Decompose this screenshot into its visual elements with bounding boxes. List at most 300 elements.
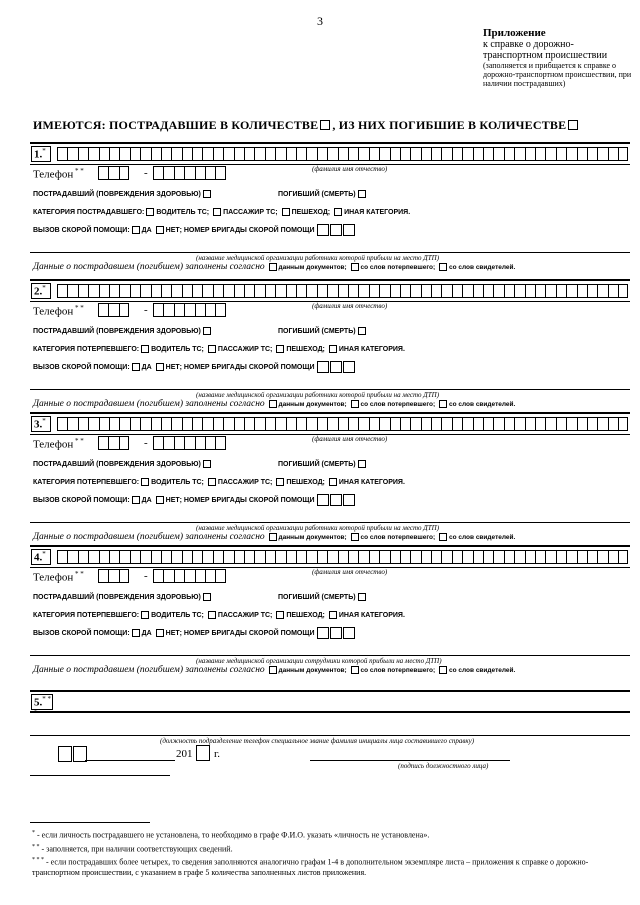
input-cell[interactable] (431, 417, 441, 431)
input-cell[interactable] (597, 147, 607, 161)
input-cell[interactable] (109, 284, 119, 298)
input-cell[interactable] (493, 284, 503, 298)
input-cell[interactable] (306, 284, 316, 298)
victim-words-checkbox[interactable] (351, 263, 359, 271)
input-cell[interactable] (577, 550, 587, 564)
input-cell[interactable] (99, 147, 109, 161)
input-cell[interactable] (205, 166, 215, 180)
died-checkbox[interactable] (358, 190, 366, 198)
input-cell[interactable] (57, 147, 67, 161)
input-cell[interactable] (556, 417, 566, 431)
brigade-cells[interactable] (317, 224, 356, 236)
input-cell[interactable] (99, 417, 109, 431)
phone-number-cells[interactable] (153, 436, 226, 450)
input-cell[interactable] (369, 550, 379, 564)
input-cell[interactable] (296, 550, 306, 564)
input-cell[interactable] (130, 147, 140, 161)
input-cell[interactable] (514, 417, 524, 431)
input-cell[interactable] (88, 550, 98, 564)
phone-number-cells[interactable] (153, 569, 226, 583)
input-cell[interactable] (338, 147, 348, 161)
input-cell[interactable] (119, 147, 129, 161)
input-cell[interactable] (119, 436, 129, 450)
input-cell[interactable] (151, 550, 161, 564)
phone-code-cells[interactable] (98, 166, 129, 180)
input-cell[interactable] (462, 550, 472, 564)
phone-code-cells[interactable] (98, 436, 129, 450)
input-cell[interactable] (535, 550, 545, 564)
input-cell[interactable] (400, 284, 410, 298)
input-cell[interactable] (556, 284, 566, 298)
victims-count-checkbox[interactable] (320, 120, 330, 130)
input-cell[interactable] (213, 417, 223, 431)
input-cell[interactable] (390, 147, 400, 161)
brigade-cells[interactable] (317, 361, 356, 373)
other-category-checkbox[interactable] (329, 478, 337, 486)
input-cell[interactable] (108, 166, 118, 180)
input-cell[interactable] (369, 417, 379, 431)
brigade-cell[interactable] (330, 361, 342, 373)
input-cell[interactable] (369, 284, 379, 298)
brigade-cell[interactable] (343, 361, 355, 373)
input-cell[interactable] (192, 284, 202, 298)
input-cell[interactable] (379, 550, 389, 564)
input-cell[interactable] (174, 303, 184, 317)
input-cell[interactable] (202, 147, 212, 161)
input-cell[interactable] (504, 417, 514, 431)
input-cell[interactable] (161, 550, 171, 564)
input-cell[interactable] (184, 303, 194, 317)
other-category-checkbox[interactable] (334, 208, 342, 216)
input-cell[interactable] (431, 284, 441, 298)
phone-code-cells[interactable] (98, 569, 129, 583)
input-cell[interactable] (174, 436, 184, 450)
input-cell[interactable] (514, 550, 524, 564)
input-cell[interactable] (483, 550, 493, 564)
year-cell[interactable] (196, 745, 210, 761)
input-cell[interactable] (223, 417, 233, 431)
input-cell[interactable] (163, 303, 173, 317)
input-cell[interactable] (57, 550, 67, 564)
input-cell[interactable] (140, 550, 150, 564)
fio-cells[interactable] (57, 147, 628, 161)
input-cell[interactable] (286, 550, 296, 564)
input-cell[interactable] (184, 569, 194, 583)
input-cell[interactable] (119, 417, 129, 431)
input-cell[interactable] (462, 417, 472, 431)
input-cell[interactable] (358, 147, 368, 161)
input-cell[interactable] (452, 147, 462, 161)
input-cell[interactable] (254, 550, 264, 564)
brigade-cell[interactable] (343, 224, 355, 236)
input-cell[interactable] (566, 147, 576, 161)
input-cell[interactable] (452, 417, 462, 431)
input-cell[interactable] (192, 417, 202, 431)
input-cell[interactable] (577, 147, 587, 161)
input-cell[interactable] (597, 550, 607, 564)
input-cell[interactable] (153, 166, 163, 180)
ambulance-no-checkbox[interactable] (156, 226, 164, 234)
input-cell[interactable] (462, 284, 472, 298)
input-cell[interactable] (78, 550, 88, 564)
input-cell[interactable] (493, 550, 503, 564)
input-cell[interactable] (78, 417, 88, 431)
input-cell[interactable] (545, 417, 555, 431)
input-cell[interactable] (275, 284, 285, 298)
input-cell[interactable] (275, 550, 285, 564)
input-cell[interactable] (130, 417, 140, 431)
input-cell[interactable] (566, 417, 576, 431)
brigade-cell[interactable] (343, 494, 355, 506)
input-cell[interactable] (244, 417, 254, 431)
input-cell[interactable] (441, 417, 451, 431)
input-cell[interactable] (78, 284, 88, 298)
input-cell[interactable] (296, 417, 306, 431)
passenger-checkbox[interactable] (213, 208, 221, 216)
input-cell[interactable] (348, 417, 358, 431)
input-cell[interactable] (566, 284, 576, 298)
input-cell[interactable] (473, 147, 483, 161)
input-cell[interactable] (119, 284, 129, 298)
witness-words-checkbox[interactable] (439, 666, 447, 674)
fio-cells[interactable] (57, 417, 628, 431)
passenger-checkbox[interactable] (208, 345, 216, 353)
docs-checkbox[interactable] (269, 400, 277, 408)
input-cell[interactable] (182, 550, 192, 564)
input-cell[interactable] (317, 550, 327, 564)
input-cell[interactable] (223, 147, 233, 161)
input-cell[interactable] (545, 284, 555, 298)
injured-checkbox[interactable] (203, 593, 211, 601)
input-cell[interactable] (88, 284, 98, 298)
input-cell[interactable] (483, 284, 493, 298)
input-cell[interactable] (452, 284, 462, 298)
brigade-cell[interactable] (330, 224, 342, 236)
ambulance-no-checkbox[interactable] (156, 629, 164, 637)
input-cell[interactable] (348, 284, 358, 298)
input-cell[interactable] (140, 417, 150, 431)
input-cell[interactable] (109, 417, 119, 431)
input-cell[interactable] (163, 436, 173, 450)
input-cell[interactable] (67, 284, 77, 298)
input-cell[interactable] (184, 436, 194, 450)
input-cell[interactable] (462, 147, 472, 161)
input-cell[interactable] (67, 147, 77, 161)
phone-number-cells[interactable] (153, 166, 226, 180)
input-cell[interactable] (296, 147, 306, 161)
input-cell[interactable] (608, 550, 618, 564)
input-cell[interactable] (99, 284, 109, 298)
input-cell[interactable] (171, 147, 181, 161)
input-cell[interactable] (213, 147, 223, 161)
brigade-cell[interactable] (317, 494, 329, 506)
input-cell[interactable] (358, 417, 368, 431)
input-cell[interactable] (483, 147, 493, 161)
input-cell[interactable] (151, 147, 161, 161)
input-cell[interactable] (525, 417, 535, 431)
input-cell[interactable] (483, 417, 493, 431)
driver-checkbox[interactable] (141, 478, 149, 486)
input-cell[interactable] (306, 550, 316, 564)
input-cell[interactable] (215, 166, 225, 180)
input-cell[interactable] (504, 147, 514, 161)
docs-checkbox[interactable] (269, 666, 277, 674)
input-cell[interactable] (286, 417, 296, 431)
input-cell[interactable] (151, 417, 161, 431)
ambulance-no-checkbox[interactable] (156, 496, 164, 504)
input-cell[interactable] (205, 303, 215, 317)
brigade-cell[interactable] (343, 627, 355, 639)
input-cell[interactable] (556, 147, 566, 161)
input-cell[interactable] (234, 550, 244, 564)
ambulance-yes-checkbox[interactable] (132, 226, 140, 234)
input-cell[interactable] (587, 147, 597, 161)
input-cell[interactable] (223, 284, 233, 298)
input-cell[interactable] (410, 284, 420, 298)
input-cell[interactable] (182, 284, 192, 298)
injured-checkbox[interactable] (203, 190, 211, 198)
input-cell[interactable] (317, 284, 327, 298)
input-cell[interactable] (161, 417, 171, 431)
pedestrian-checkbox[interactable] (276, 478, 284, 486)
input-cell[interactable] (421, 284, 431, 298)
input-cell[interactable] (130, 550, 140, 564)
input-cell[interactable] (171, 417, 181, 431)
input-cell[interactable] (244, 550, 254, 564)
input-cell[interactable] (254, 147, 264, 161)
input-cell[interactable] (338, 284, 348, 298)
input-cell[interactable] (441, 147, 451, 161)
ambulance-yes-checkbox[interactable] (132, 496, 140, 504)
input-cell[interactable] (338, 550, 348, 564)
other-category-checkbox[interactable] (329, 611, 337, 619)
input-cell[interactable] (130, 284, 140, 298)
day-cells[interactable] (58, 746, 88, 762)
input-cell[interactable] (119, 569, 129, 583)
input-cell[interactable] (119, 166, 129, 180)
ambulance-yes-checkbox[interactable] (132, 629, 140, 637)
input-cell[interactable] (618, 284, 628, 298)
witness-words-checkbox[interactable] (439, 263, 447, 271)
input-cell[interactable] (348, 147, 358, 161)
input-cell[interactable] (504, 284, 514, 298)
input-cell[interactable] (205, 569, 215, 583)
input-cell[interactable] (213, 284, 223, 298)
input-cell[interactable] (275, 147, 285, 161)
brigade-cell[interactable] (317, 224, 329, 236)
input-cell[interactable] (421, 417, 431, 431)
brigade-cells[interactable] (317, 627, 356, 639)
input-cell[interactable] (327, 417, 337, 431)
input-cell[interactable] (234, 417, 244, 431)
input-cell[interactable] (98, 436, 108, 450)
pedestrian-checkbox[interactable] (282, 208, 290, 216)
input-cell[interactable] (327, 550, 337, 564)
input-cell[interactable] (265, 147, 275, 161)
victim-words-checkbox[interactable] (351, 666, 359, 674)
input-cell[interactable] (202, 284, 212, 298)
input-cell[interactable] (421, 550, 431, 564)
input-cell[interactable] (306, 147, 316, 161)
input-cell[interactable] (98, 303, 108, 317)
input-cell[interactable] (108, 303, 118, 317)
input-cell[interactable] (182, 147, 192, 161)
died-checkbox[interactable] (358, 460, 366, 468)
input-cell[interactable] (195, 303, 205, 317)
pedestrian-checkbox[interactable] (276, 611, 284, 619)
input-cell[interactable] (192, 147, 202, 161)
ambulance-yes-checkbox[interactable] (132, 363, 140, 371)
passenger-checkbox[interactable] (208, 478, 216, 486)
input-cell[interactable] (140, 284, 150, 298)
died-checkbox[interactable] (358, 327, 366, 335)
input-cell[interactable] (153, 569, 163, 583)
input-cell[interactable] (108, 436, 118, 450)
brigade-cell[interactable] (317, 361, 329, 373)
input-cell[interactable] (265, 417, 275, 431)
input-cell[interactable] (108, 569, 118, 583)
input-cell[interactable] (215, 436, 225, 450)
input-cell[interactable] (57, 284, 67, 298)
input-cell[interactable] (597, 417, 607, 431)
input-cell[interactable] (205, 436, 215, 450)
docs-checkbox[interactable] (269, 533, 277, 541)
driver-checkbox[interactable] (141, 611, 149, 619)
input-cell[interactable] (88, 417, 98, 431)
input-cell[interactable] (473, 550, 483, 564)
input-cell[interactable] (410, 147, 420, 161)
input-cell[interactable] (566, 550, 576, 564)
input-cell[interactable] (608, 417, 618, 431)
input-cell[interactable] (473, 417, 483, 431)
input-cell[interactable] (195, 166, 205, 180)
brigade-cell[interactable] (330, 627, 342, 639)
input-cell[interactable] (67, 550, 77, 564)
input-cell[interactable] (317, 147, 327, 161)
input-cell[interactable] (369, 147, 379, 161)
victim-words-checkbox[interactable] (351, 533, 359, 541)
input-cell[interactable] (275, 417, 285, 431)
docs-checkbox[interactable] (269, 263, 277, 271)
phone-code-cells[interactable] (98, 303, 129, 317)
input-cell[interactable] (163, 166, 173, 180)
fio-cells[interactable] (57, 284, 628, 298)
input-cell[interactable] (327, 284, 337, 298)
input-cell[interactable] (306, 417, 316, 431)
input-cell[interactable] (379, 147, 389, 161)
input-cell[interactable] (577, 417, 587, 431)
input-cell[interactable] (98, 166, 108, 180)
input-cell[interactable] (379, 417, 389, 431)
input-cell[interactable] (400, 417, 410, 431)
input-cell[interactable] (587, 284, 597, 298)
input-cell[interactable] (184, 166, 194, 180)
died-checkbox[interactable] (358, 593, 366, 601)
input-cell[interactable] (525, 284, 535, 298)
input-cell[interactable] (618, 550, 628, 564)
input-cell[interactable] (109, 147, 119, 161)
input-cell[interactable] (535, 147, 545, 161)
input-cell[interactable] (317, 417, 327, 431)
driver-checkbox[interactable] (141, 345, 149, 353)
brigade-cells[interactable] (317, 494, 356, 506)
input-cell[interactable] (153, 436, 163, 450)
brigade-cell[interactable] (330, 494, 342, 506)
witness-words-checkbox[interactable] (439, 400, 447, 408)
input-cell[interactable] (608, 147, 618, 161)
input-cell[interactable] (119, 303, 129, 317)
fio-cells[interactable] (57, 550, 628, 564)
input-cell[interactable] (358, 284, 368, 298)
victim-words-checkbox[interactable] (351, 400, 359, 408)
input-cell[interactable] (244, 284, 254, 298)
input-cell[interactable] (597, 284, 607, 298)
input-cell[interactable] (514, 284, 524, 298)
input-cell[interactable] (400, 550, 410, 564)
input-cell[interactable] (587, 550, 597, 564)
input-cell[interactable] (535, 417, 545, 431)
input-cell[interactable] (88, 147, 98, 161)
input-cell[interactable] (153, 303, 163, 317)
input-cell[interactable] (215, 569, 225, 583)
other-category-checkbox[interactable] (329, 345, 337, 353)
input-cell[interactable] (98, 569, 108, 583)
input-cell[interactable] (452, 550, 462, 564)
input-cell[interactable] (493, 417, 503, 431)
input-cell[interactable] (151, 284, 161, 298)
input-cell[interactable] (608, 284, 618, 298)
injured-checkbox[interactable] (203, 460, 211, 468)
input-cell[interactable] (195, 436, 205, 450)
driver-checkbox[interactable] (146, 208, 154, 216)
input-cell[interactable] (223, 550, 233, 564)
input-cell[interactable] (265, 550, 275, 564)
input-cell[interactable] (441, 550, 451, 564)
input-cell[interactable] (618, 417, 628, 431)
input-cell[interactable] (545, 550, 555, 564)
input-cell[interactable] (99, 550, 109, 564)
input-cell[interactable] (348, 550, 358, 564)
input-cell[interactable] (171, 550, 181, 564)
input-cell[interactable] (400, 147, 410, 161)
input-cell[interactable] (171, 284, 181, 298)
input-cell[interactable] (234, 147, 244, 161)
input-cell[interactable] (431, 147, 441, 161)
input-cell[interactable] (202, 417, 212, 431)
input-cell[interactable] (390, 417, 400, 431)
input-cell[interactable] (556, 550, 566, 564)
input-cell[interactable] (296, 284, 306, 298)
ambulance-no-checkbox[interactable] (156, 363, 164, 371)
input-cell[interactable] (545, 147, 555, 161)
input-cell[interactable] (421, 147, 431, 161)
deaths-count-checkbox[interactable] (568, 120, 578, 130)
input-cell[interactable] (109, 550, 119, 564)
input-cell[interactable] (234, 284, 244, 298)
input-cell[interactable] (327, 147, 337, 161)
day-cell[interactable] (58, 746, 72, 762)
input-cell[interactable] (254, 284, 264, 298)
input-cell[interactable] (390, 550, 400, 564)
passenger-checkbox[interactable] (208, 611, 216, 619)
input-cell[interactable] (493, 147, 503, 161)
phone-number-cells[interactable] (153, 303, 226, 317)
input-cell[interactable] (213, 550, 223, 564)
input-cell[interactable] (254, 417, 264, 431)
input-cell[interactable] (244, 147, 254, 161)
input-cell[interactable] (410, 417, 420, 431)
input-cell[interactable] (535, 284, 545, 298)
